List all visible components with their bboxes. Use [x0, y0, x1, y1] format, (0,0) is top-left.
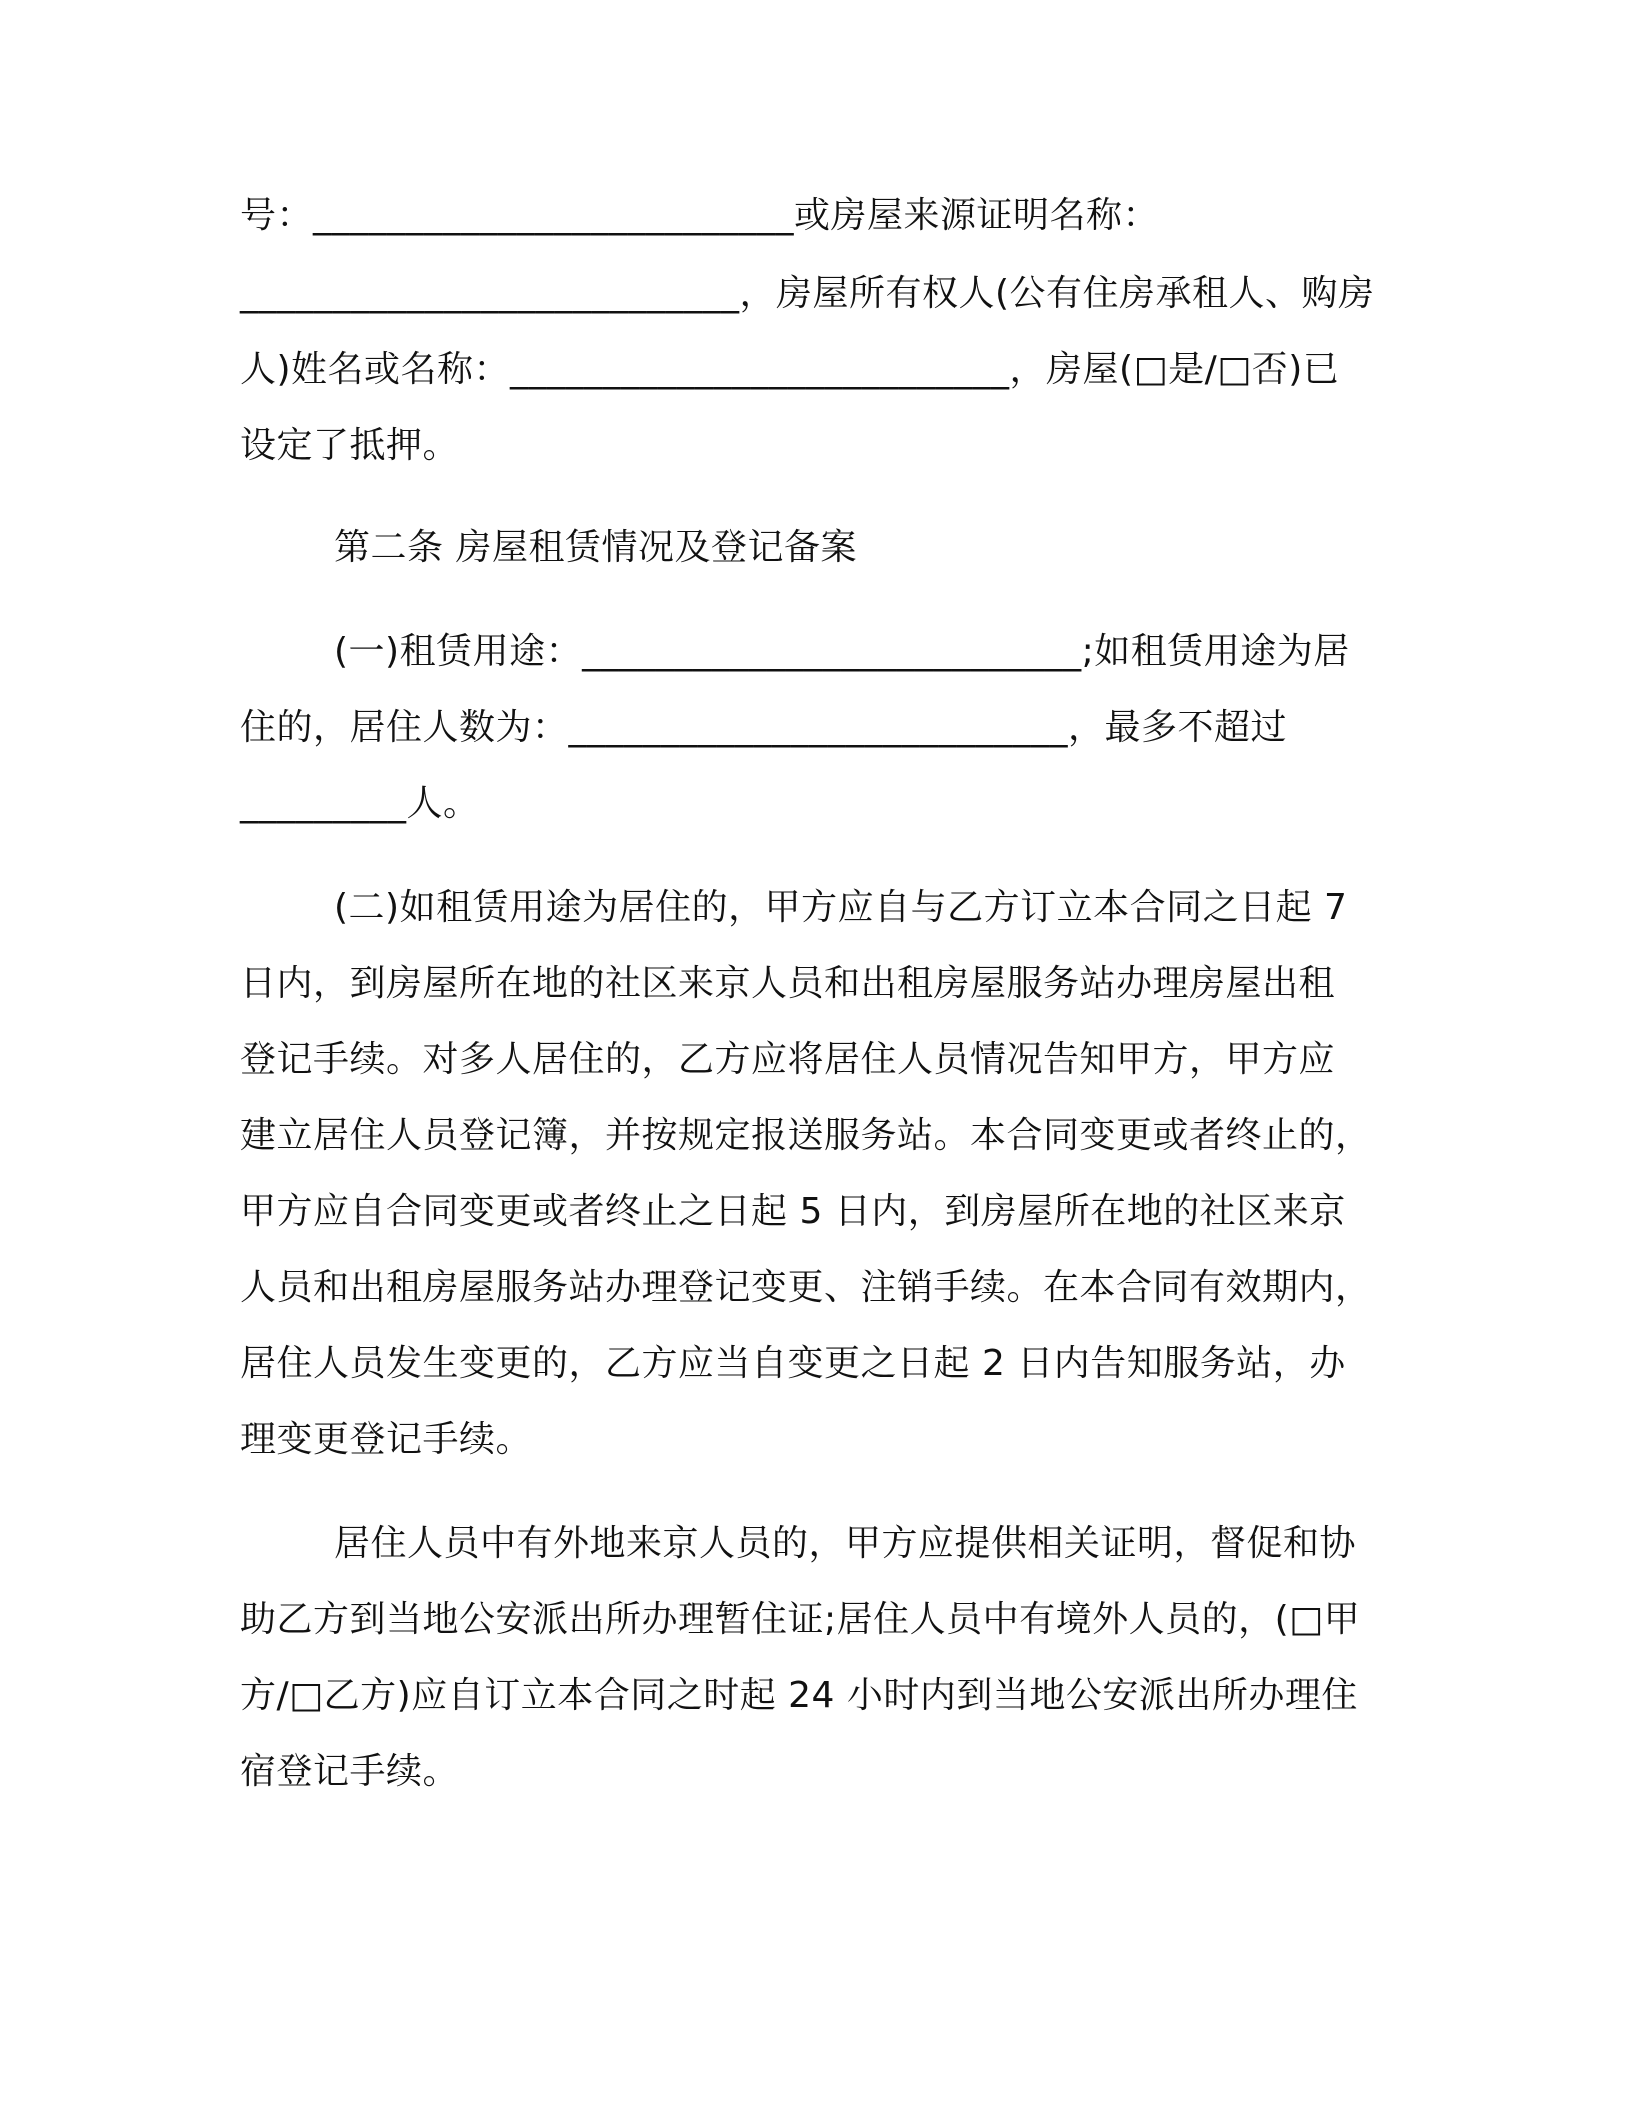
text-line: 住的，居住人数为：___________________________，最多不超过	[240, 707, 1288, 748]
text-line: 助乙方到当地公安派出所办理暂住证;居住人员中有境外人员的，(□甲	[240, 1599, 1361, 1640]
text-line: 登记手续。对多人居住的，乙方应将居住人员情况告知甲方，甲方应	[240, 1039, 1336, 1080]
text-line: 理变更登记手续。	[240, 1419, 533, 1460]
section-heading: 第二条 房屋租赁情况及登记备案	[334, 527, 857, 568]
text-line: (二)如租赁用途为居住的，甲方应自与乙方订立本合同之日起 7	[334, 887, 1348, 928]
text-line: 居住人员中有外地来京人员的，甲方应提供相关证明，督促和协	[334, 1523, 1357, 1564]
text-line: (一)租赁用途：___________________________;如租赁用途为居	[334, 631, 1350, 672]
text-line: 建立居住人员登记簿，并按规定报送服务站。本合同变更或者终止的，	[240, 1115, 1372, 1156]
text-line: 甲方应自合同变更或者终止之日起 5 日内，到房屋所在地的社区来京	[240, 1191, 1346, 1232]
text-line: 人)姓名或名称：___________________________，房屋(□是/□否)已	[240, 349, 1340, 390]
text-line: 号：__________________________或房屋来源证明名称：	[240, 195, 1160, 236]
text-line: 居住人员发生变更的，乙方应当自变更之日起 2 日内告知服务站，办	[240, 1343, 1346, 1384]
text-line: _________人。	[240, 783, 480, 824]
text-line: 人员和出租房屋服务站办理登记变更、注销手续。在本合同有效期内，	[240, 1267, 1372, 1308]
text-line: 日内，到房屋所在地的社区来京人员和出租房屋服务站办理房屋出租	[240, 963, 1336, 1004]
text-line: 设定了抵押。	[240, 425, 460, 466]
text-line: 宿登记手续。	[240, 1751, 460, 1792]
text-line: 方/□乙方)应自订立本合同之时起 24 小时内到当地公安派出所办理住	[240, 1675, 1358, 1716]
text-line: ___________________________，房屋所有权人(公有住房承租人、购房	[240, 273, 1375, 314]
